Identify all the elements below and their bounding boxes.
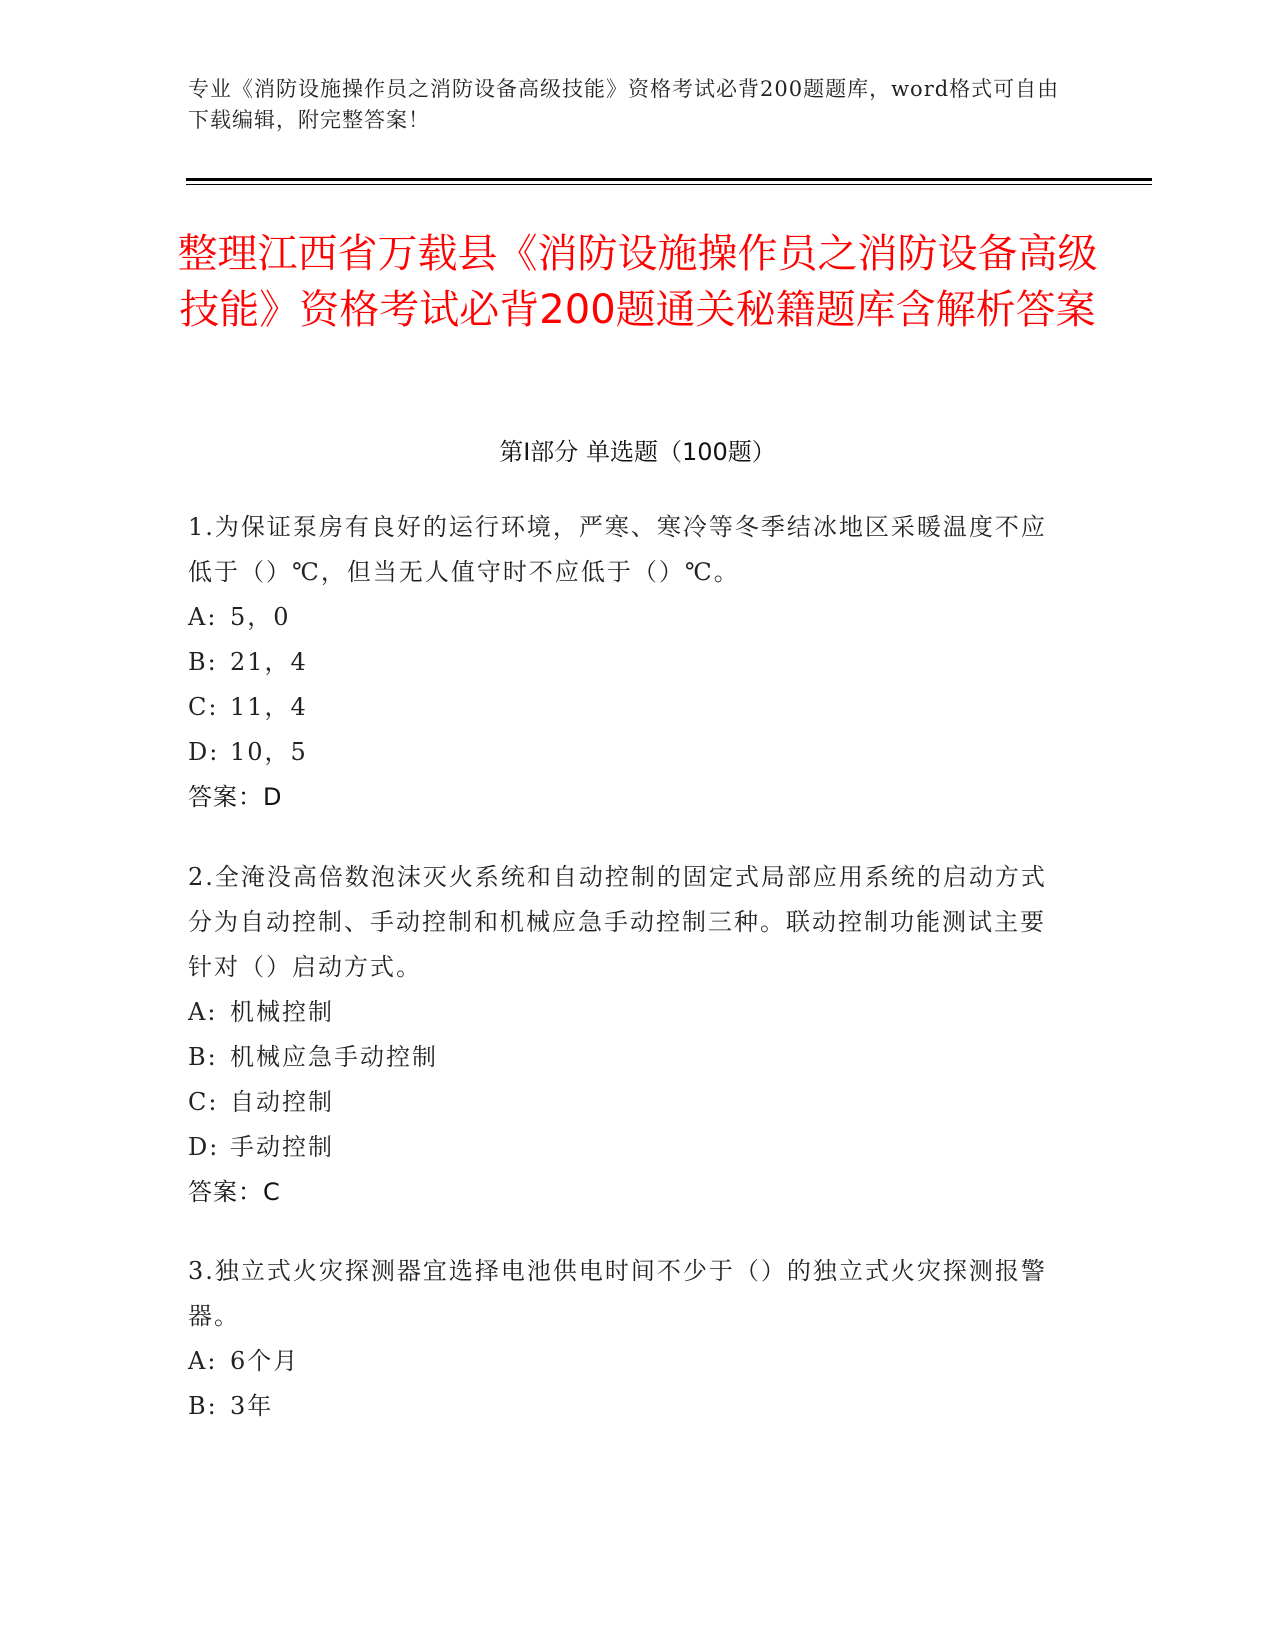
option-text: 3年 bbox=[230, 1392, 274, 1420]
option-text: 5，0 bbox=[230, 603, 291, 631]
header-note: 专业《消防设施操作员之消防设备高级技能》资格考试必背200题题库，word格式可自由下载编辑，附完整答案！ bbox=[188, 77, 1060, 132]
question-1 bbox=[188, 505, 1068, 820]
option-text: 机械应急手动控制 bbox=[230, 1043, 438, 1071]
option-b bbox=[188, 1384, 1068, 1429]
question-text: 3.独立式火灾探测器宜选择电池供电时间不少于（）的独立式火灾探测报警器。 bbox=[188, 1257, 1047, 1330]
option-letter: A: bbox=[188, 998, 218, 1026]
option-text: 自动控制 bbox=[230, 1088, 334, 1116]
option-text: 11，4 bbox=[230, 693, 308, 721]
option-letter: C: bbox=[188, 693, 219, 721]
option-letter: D: bbox=[188, 738, 220, 766]
option-a bbox=[188, 595, 1068, 640]
question-text: 2.全淹没高倍数泡沫灭火系统和自动控制的固定式局部应用系统的启动方式分为自动控制、手动控制和机械应急手动控制三种。联动控制功能测试主要针对（）启动方式。 bbox=[188, 863, 1047, 981]
question-3 bbox=[188, 1249, 1068, 1429]
document-title: 整理江西省万载县《消防设施操作员之消防设备高级技能》资格考试必背200题通关秘籍题库含解析答案 bbox=[177, 231, 1098, 333]
option-d bbox=[188, 730, 1068, 775]
option-c bbox=[188, 1080, 1068, 1125]
option-c bbox=[188, 685, 1068, 730]
option-text: 10，5 bbox=[230, 738, 308, 766]
header-rule-thin bbox=[186, 184, 1152, 185]
option-a bbox=[188, 990, 1068, 1035]
option-letter: A: bbox=[188, 603, 218, 631]
option-letter: A: bbox=[188, 1347, 218, 1375]
option-b bbox=[188, 640, 1068, 685]
option-letter: B: bbox=[188, 1392, 218, 1420]
option-text: 21，4 bbox=[230, 648, 308, 676]
option-letter: C: bbox=[188, 1088, 219, 1116]
option-letter: B: bbox=[188, 1043, 218, 1071]
question-2 bbox=[188, 855, 1068, 1215]
option-letter: B: bbox=[188, 648, 218, 676]
option-text: 6个月 bbox=[230, 1347, 300, 1375]
header-rule-thick bbox=[186, 178, 1152, 181]
option-letter: D: bbox=[188, 1133, 220, 1161]
option-text: 手动控制 bbox=[230, 1133, 334, 1161]
question-text: 1.为保证泵房有良好的运行环境，严寒、寒冷等冬季结冰地区采暖温度不应低于（）℃，但当无人值守时不应低于（）℃。 bbox=[188, 513, 1047, 586]
answer: 答案：D bbox=[188, 783, 283, 811]
section-heading: 第Ⅰ部分 单选题（100题） bbox=[499, 438, 776, 466]
option-a bbox=[188, 1339, 1068, 1384]
option-text: 机械控制 bbox=[230, 998, 334, 1026]
option-b bbox=[188, 1035, 1068, 1080]
answer: 答案：C bbox=[188, 1178, 281, 1206]
option-d bbox=[188, 1125, 1068, 1170]
